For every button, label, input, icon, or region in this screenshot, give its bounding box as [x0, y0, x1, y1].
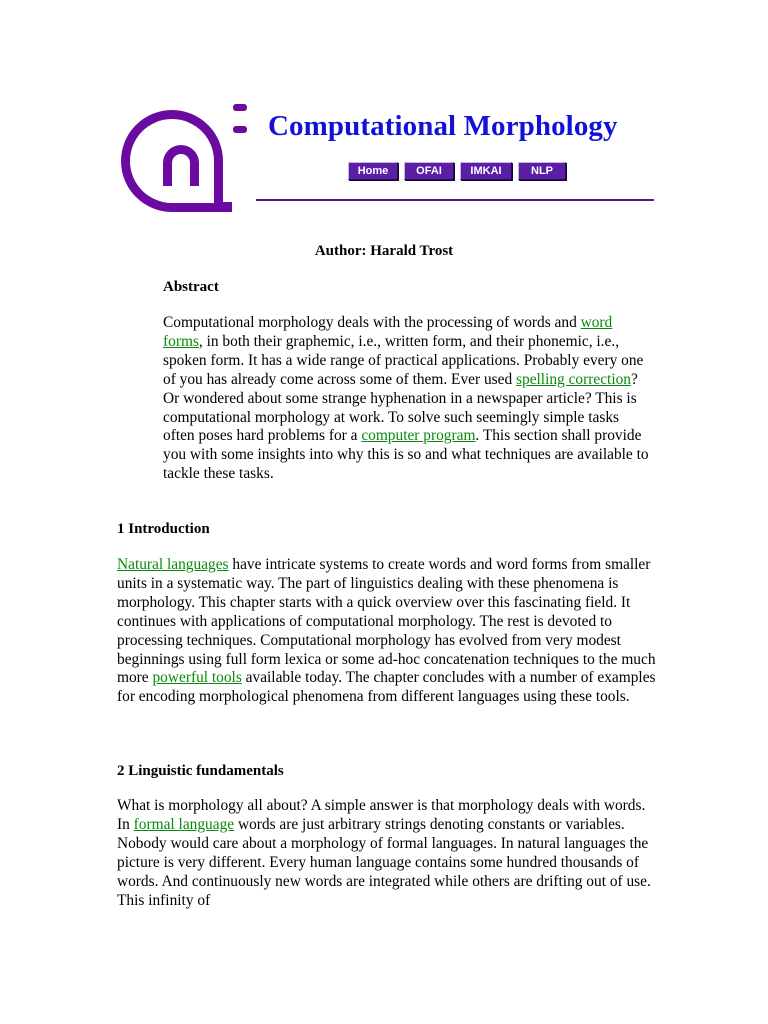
abstract-text-2: , in both their graphemic, i.e., written form, and their phonemic, i.e., spoken form. It has a wide range of practical applications. Probably every one of you has already come across some of them. Ever used [163, 332, 644, 388]
abstract-text-1: Computational morphology deals with the processing of words and [163, 314, 581, 331]
nav-bar [348, 162, 566, 180]
abstract-paragraph [163, 314, 653, 484]
nav-ofai-button[interactable]: OFAI [404, 162, 454, 180]
abstract-heading: Abstract [163, 279, 219, 295]
intro-text-1: have intricate systems to create words and word forms from smaller units in a systematic way. The part of linguistics dealing with these phenomena is morphology. This chapter starts with a quick overview over this fascinating field. It continues with applications of computational morphology. The rest is devoted to processing techniques. Computational morphology has evolved from very modest beginnings using full form lexica or some ad-hoc concatenation techniques to the much more [117, 556, 656, 687]
formal-language-link[interactable]: formal language [133, 815, 235, 833]
nav-home-button[interactable]: Home [348, 162, 398, 180]
word-forms-link[interactable]: word forms [163, 314, 613, 350]
header-divider [256, 199, 654, 201]
computer-program-link[interactable]: computer program [361, 427, 476, 445]
abstract-text-4: . This section shall provide you with some insights into why this is so and what techniques are available to tackle these tasks. [163, 427, 649, 483]
abstract-text-3: ? Or wondered about some strange hyphenation in a newspaper article? This is computational morphology at work. To solve such seemingly simple tasks often poses hard problems for a [163, 370, 638, 445]
powerful-tools-link[interactable]: powerful tools [152, 669, 242, 687]
author-line: Author: Harald Trost [314, 243, 454, 259]
fundamentals-text-2: words are just arbitrary strings denoting constants or variables. Nobody would care about a morphology of formal languages. In natural languages the picture is very different. Every human language contains some hundred thousands of words. And continuously new words are integrated while others are drifting out of use. This infinity of [117, 815, 651, 909]
nav-imkai-button[interactable]: IMKAI [460, 162, 512, 180]
intro-text-2: available today. The chapter concludes with a number of examples for encoding morphological phenomena from different languages using these tools. [117, 669, 656, 706]
spelling-correction-link[interactable]: spelling correction [516, 370, 631, 388]
fundamentals-heading: 2 Linguistic fundamentals [117, 763, 284, 779]
introduction-heading: 1 Introduction [117, 521, 210, 537]
introduction-paragraph [117, 556, 657, 707]
fundamentals-paragraph [117, 797, 657, 910]
natural-languages-link[interactable]: Natural languages [117, 556, 229, 573]
nav-nlp-button[interactable]: NLP [518, 162, 566, 180]
oefai-logo-icon [114, 102, 254, 220]
fundamentals-text-1: What is morphology all about? A simple answer is that morphology deals with words. In [117, 797, 646, 833]
page-title: Computational Morphology [268, 110, 618, 142]
